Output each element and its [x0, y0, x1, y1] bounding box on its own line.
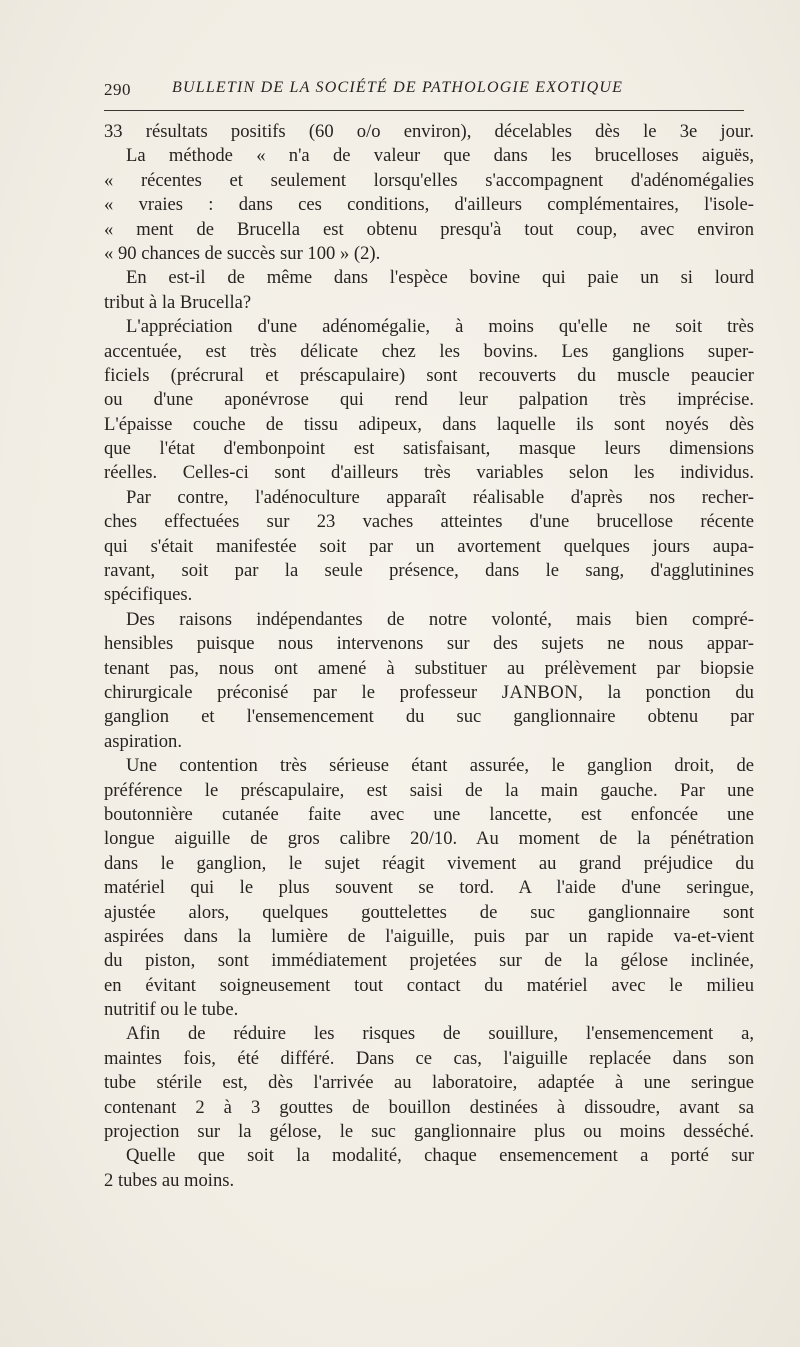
- text-line: matériel qui le plus souvent se tord. A l'aide d'une seringue,: [104, 877, 754, 899]
- text-fragment: chirurgicale préconisé par le professeur: [104, 681, 478, 703]
- page-header: [104, 76, 754, 106]
- text-line: ajustée alors, quelques gouttelettes de suc ganglionnaire sont: [104, 901, 754, 923]
- text-line: boutonnière cutanée faite avec une lancette, est enfoncée une: [104, 803, 754, 825]
- text-line: tenant pas, nous ont amené à substituer au prélèvement par biopsie: [104, 657, 754, 679]
- text-line: ficiels (précrural et préscapulaire) sont recouverts du muscle peaucier: [104, 364, 754, 386]
- text-line: « ment de Brucella est obtenu presqu'à tout coup, avec environ: [104, 218, 754, 240]
- text-line: préférence le préscapulaire, est saisi de la main gauche. Par une: [104, 779, 754, 801]
- text-line: aspirées dans la lumière de l'aiguille, puis par un rapide va-et-vient: [104, 925, 754, 947]
- text-line: ravant, soit par la seule présence, dans le sang, d'agglutinines: [104, 560, 754, 582]
- text-line: projection sur la gélose, le suc ganglionnaire plus ou moins desséché.: [104, 1121, 754, 1143]
- text-line: [104, 681, 754, 705]
- text-line: contenant 2 à 3 gouttes de bouillon destinées à dissoudre, avant sa: [104, 1096, 754, 1118]
- text-line: accentuée, est très délicate chez les bovins. Les ganglions super-: [104, 340, 754, 362]
- text-line: tribut à la Brucella?: [104, 291, 252, 313]
- text-line: ches effectuées sur 23 vaches atteintes d'une brucellose récente: [104, 511, 754, 533]
- text-line: maintes fois, été différé. Dans ce cas, l'aiguille replacée dans son: [104, 1047, 754, 1069]
- page-number: 290: [104, 80, 131, 99]
- text-line: longue aiguille de gros calibre 20/10. Au moment de la pénétration: [104, 828, 754, 850]
- text-line: Une contention très sérieuse étant assurée, le ganglion droit, de: [126, 755, 754, 777]
- header-rule: [104, 110, 744, 111]
- text-line: tube stérile est, dès l'arrivée au laboratoire, adaptée à une seringue: [104, 1072, 754, 1094]
- text-line: La méthode « n'a de valeur que dans les brucelloses aiguës,: [126, 145, 754, 167]
- text-line: L'épaisse couche de tissu adipeux, dans laquelle ils sont noyés dès: [104, 413, 754, 435]
- text-line: du piston, sont immédiatement projetées sur de la gélose inclinée,: [104, 950, 754, 972]
- text-line: Par contre, l'adénoculture apparaît réalisable d'après nos recher-: [126, 486, 754, 508]
- text-fragment: , la ponction du: [578, 681, 754, 703]
- text-line: réelles. Celles-ci sont d'ailleurs très variables selon les individus.: [104, 462, 754, 484]
- text-line: aspiration.: [104, 730, 182, 752]
- text-line: qui s'était manifestée soit par un avortement quelques jours aupa-: [104, 535, 754, 557]
- text-line: en évitant soigneusement tout contact du matériel avec le milieu: [104, 974, 754, 996]
- text-line: L'appréciation d'une adénomégalie, à moins qu'elle ne soit très: [126, 316, 754, 338]
- running-title: BULLETIN DE LA SOCIÉTÉ DE PATHOLOGIE EXOTIQUE: [172, 79, 624, 96]
- text-line: « vraies : dans ces conditions, d'ailleurs complémentaires, l'isole-: [104, 194, 754, 216]
- text-line: Quelle que soit la modalité, chaque ensemencement a porté sur: [126, 1145, 754, 1167]
- text-line: 33 résultats positifs (60 o/o environ), décelables dès le 3e jour.: [104, 121, 754, 142]
- text-line: Des raisons indépendantes de notre volonté, mais bien compré-: [126, 608, 754, 630]
- text-line: hensibles puisque nous intervenons sur des sujets ne nous appar-: [104, 633, 754, 655]
- author-name: JANBON: [501, 681, 579, 703]
- text-line: spécifiques.: [104, 584, 193, 606]
- text-line: ganglion et l'ensemencement du suc ganglionnaire obtenu par: [104, 706, 754, 728]
- text-line: que l'état d'embonpoint est satisfaisant, masque leurs dimensions: [104, 438, 754, 460]
- text-line: Afin de réduire les risques de souillure, l'ensemencement a,: [126, 1023, 754, 1045]
- text-line: « récentes et seulement lorsqu'elles s'accompagnent d'adénomégalies: [104, 169, 754, 191]
- text-line: « 90 chances de succès sur 100 » (2).: [104, 242, 381, 264]
- text-line: ou d'une aponévrose qui rend leur palpation très imprécise.: [104, 389, 754, 411]
- text-line: nutritif ou le tube.: [104, 999, 239, 1021]
- text-line: 2 tubes au moins.: [104, 1169, 235, 1191]
- article-body: [104, 120, 754, 1193]
- text-line: En est-il de même dans l'espèce bovine qui paie un si lourd: [126, 267, 754, 289]
- text-line: dans le ganglion, le sujet réagit vivement au grand préjudice du: [104, 852, 754, 874]
